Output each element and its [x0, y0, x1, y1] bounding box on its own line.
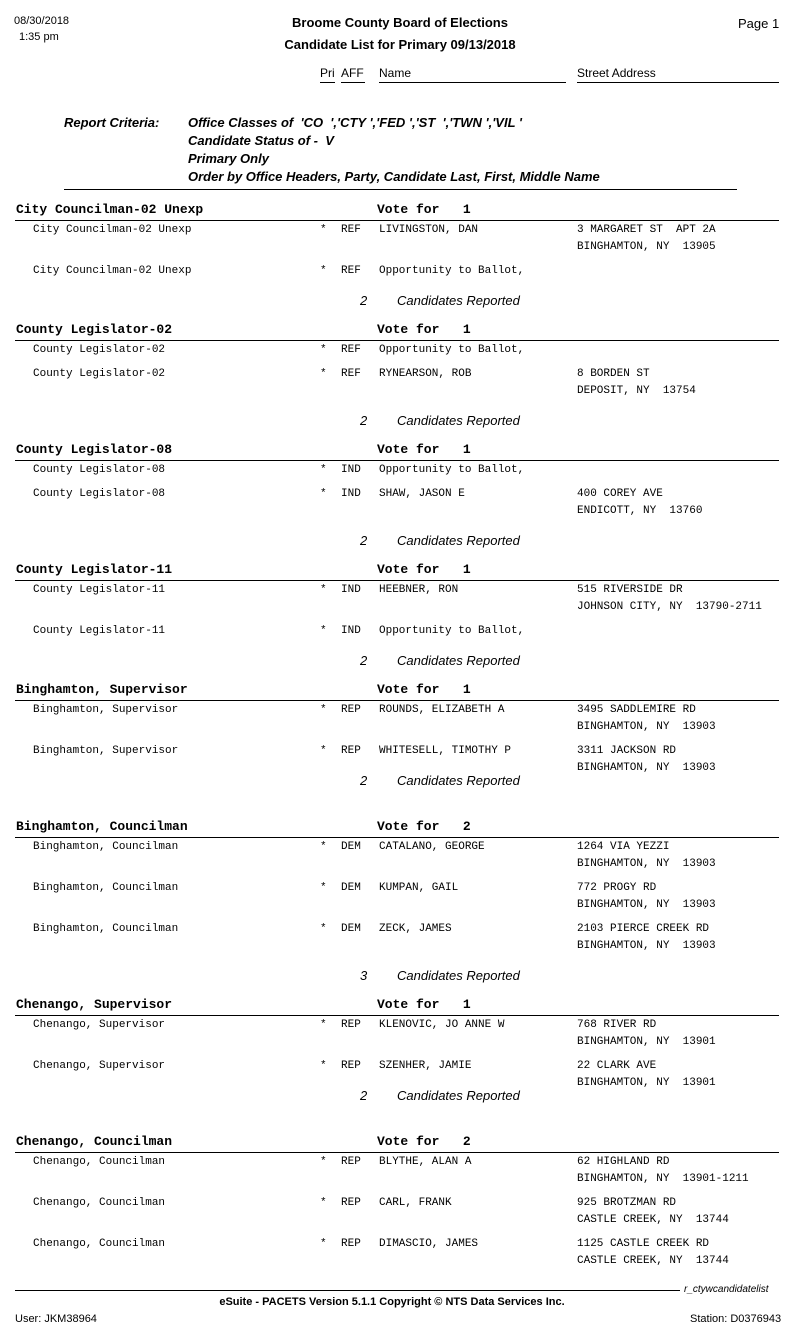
primary-marker: * [320, 923, 327, 935]
street-address: 772 PROGY RD [577, 882, 657, 894]
user-id: User: JKM38964 [15, 1313, 97, 1325]
primary-marker: * [320, 1238, 327, 1250]
section-rule [15, 837, 779, 838]
candidate-office: Chenango, Councilman [33, 1156, 166, 1168]
city-state-zip: CASTLE CREEK, NY 13744 [577, 1255, 729, 1267]
vote-for-label: Vote for 2 [377, 1134, 471, 1149]
candidates-reported-label: Candidates Reported [397, 413, 520, 428]
party-affiliation: REP [341, 1019, 361, 1031]
city-state-zip: BINGHAMTON, NY 13901 [577, 1036, 716, 1048]
footer-divider [15, 1290, 680, 1291]
party-affiliation: REF [341, 224, 361, 236]
candidate-count: 2 [360, 653, 368, 668]
primary-marker: * [320, 841, 327, 853]
vote-for-label: Vote for 1 [377, 682, 471, 697]
city-state-zip: BINGHAMTON, NY 13903 [577, 762, 716, 774]
candidates-reported-label: Candidates Reported [397, 968, 520, 983]
candidates-reported-label: Candidates Reported [397, 293, 520, 308]
page-number: Page 1 [738, 16, 780, 31]
copyright: eSuite - PACETS Version 5.1.1 Copyright © NTS Data Services Inc. [219, 1296, 565, 1308]
candidate-count: 2 [360, 533, 368, 548]
criteria-line: Order by Office Headers, Party, Candidate Last, First, Middle Name [188, 169, 600, 184]
party-affiliation: DEM [341, 923, 361, 935]
candidate-office: City Councilman-02 Unexp [33, 224, 192, 236]
column-header-aff: AFF [341, 66, 364, 80]
candidate-name: Opportunity to Ballot, [379, 265, 525, 277]
column-header-address: Street Address [577, 66, 656, 80]
primary-marker: * [320, 745, 327, 757]
candidate-name: SZENHER, JAMIE [379, 1060, 472, 1072]
report-title: Broome County Board of Elections [292, 15, 508, 30]
candidate-name: ZECK, JAMES [379, 923, 452, 935]
vote-for-label: Vote for 1 [377, 202, 471, 217]
party-affiliation: REP [341, 704, 361, 716]
primary-marker: * [320, 625, 327, 637]
primary-marker: * [320, 1197, 327, 1209]
section-rule [15, 1015, 779, 1016]
party-affiliation: DEM [341, 841, 361, 853]
candidate-office: Binghamton, Councilman [33, 841, 179, 853]
candidate-office: County Legislator-08 [33, 488, 166, 500]
candidate-name: BLYTHE, ALAN A [379, 1156, 472, 1168]
candidate-count: 2 [360, 293, 368, 308]
section-rule [15, 700, 779, 701]
candidate-count: 2 [360, 773, 368, 788]
city-state-zip: BINGHAMTON, NY 13901-1211 [577, 1173, 749, 1185]
candidate-office: Chenango, Councilman [33, 1238, 166, 1250]
candidate-count: 3 [360, 968, 368, 983]
street-address: 22 CLARK AVE [577, 1060, 657, 1072]
party-affiliation: REP [341, 1238, 361, 1250]
section-rule [15, 220, 779, 221]
office-header: Chenango, Councilman [16, 1134, 173, 1149]
candidate-office: County Legislator-02 [33, 368, 166, 380]
candidate-office: County Legislator-11 [33, 584, 166, 596]
street-address: 2103 PIERCE CREEK RD [577, 923, 710, 935]
criteria-line: Office Classes of 'CO ','CTY ','FED ','ST ','TWN ','VIL ' [188, 115, 522, 130]
city-state-zip: CASTLE CREEK, NY 13744 [577, 1214, 729, 1226]
candidate-office: City Councilman-02 Unexp [33, 265, 192, 277]
street-address: 515 RIVERSIDE DR [577, 584, 683, 596]
office-header: City Councilman-02 Unexp [16, 202, 204, 217]
candidate-name: LIVINGSTON, DAN [379, 224, 479, 236]
party-affiliation: REF [341, 265, 361, 277]
candidate-office: County Legislator-02 [33, 344, 166, 356]
street-address: 3495 SADDLEMIRE RD [577, 704, 696, 716]
party-affiliation: IND [341, 625, 361, 637]
party-affiliation: REP [341, 1156, 361, 1168]
vote-for-label: Vote for 1 [377, 322, 471, 337]
candidate-name: CARL, FRANK [379, 1197, 452, 1209]
candidate-office: Chenango, Supervisor [33, 1019, 166, 1031]
primary-marker: * [320, 224, 327, 236]
primary-marker: * [320, 1060, 327, 1072]
section-rule [15, 580, 779, 581]
candidate-name: ROUNDS, ELIZABETH A [379, 704, 505, 716]
candidate-name: WHITESELL, TIMOTHY P [379, 745, 512, 757]
candidate-name: Opportunity to Ballot, [379, 344, 525, 356]
criteria-line: Candidate Status of - V [188, 133, 334, 148]
party-affiliation: IND [341, 584, 361, 596]
report-date: 08/30/2018 [14, 15, 70, 27]
city-state-zip: BINGHAMTON, NY 13903 [577, 721, 716, 733]
city-state-zip: BINGHAMTON, NY 13905 [577, 241, 716, 253]
vote-for-label: Vote for 1 [377, 997, 471, 1012]
candidate-name: KUMPAN, GAIL [379, 882, 459, 894]
candidate-office: Chenango, Supervisor [33, 1060, 166, 1072]
candidate-office: Binghamton, Supervisor [33, 704, 179, 716]
candidate-name: DIMASCIO, JAMES [379, 1238, 479, 1250]
street-address: 1125 CASTLE CREEK RD [577, 1238, 710, 1250]
city-state-zip: BINGHAMTON, NY 13903 [577, 858, 716, 870]
candidate-name: Opportunity to Ballot, [379, 464, 525, 476]
party-affiliation: REP [341, 1060, 361, 1072]
report-id: r_ctywcandidatelist [684, 1284, 769, 1295]
criteria-label: Report Criteria: [64, 115, 160, 130]
candidate-office: Chenango, Councilman [33, 1197, 166, 1209]
office-header: County Legislator-08 [16, 442, 173, 457]
party-affiliation: REP [341, 1197, 361, 1209]
primary-marker: * [320, 464, 327, 476]
candidate-office: Binghamton, Supervisor [33, 745, 179, 757]
primary-marker: * [320, 265, 327, 277]
office-header: Binghamton, Supervisor [16, 682, 188, 697]
office-header: Chenango, Supervisor [16, 997, 173, 1012]
party-affiliation: REF [341, 344, 361, 356]
primary-marker: * [320, 882, 327, 894]
section-rule [15, 1152, 779, 1153]
city-state-zip: ENDICOTT, NY 13760 [577, 505, 703, 517]
primary-marker: * [320, 584, 327, 596]
primary-marker: * [320, 488, 327, 500]
vote-for-label: Vote for 1 [377, 442, 471, 457]
party-affiliation: DEM [341, 882, 361, 894]
office-header: County Legislator-02 [16, 322, 173, 337]
street-address: 1264 VIA YEZZI [577, 841, 670, 853]
candidate-office: Binghamton, Councilman [33, 882, 179, 894]
candidate-name: RYNEARSON, ROB [379, 368, 472, 380]
street-address: 62 HIGHLAND RD [577, 1156, 670, 1168]
vote-for-label: Vote for 2 [377, 819, 471, 834]
street-address: 400 COREY AVE [577, 488, 663, 500]
street-address: 768 RIVER RD [577, 1019, 657, 1031]
party-affiliation: REP [341, 745, 361, 757]
candidate-count: 2 [360, 1088, 368, 1103]
primary-marker: * [320, 1156, 327, 1168]
station-id: Station: D0376943 [690, 1313, 782, 1325]
party-affiliation: IND [341, 488, 361, 500]
report-time: 1:35 pm [19, 31, 59, 43]
candidate-office: Binghamton, Councilman [33, 923, 179, 935]
candidates-reported-label: Candidates Reported [397, 773, 520, 788]
primary-marker: * [320, 368, 327, 380]
candidate-office: County Legislator-11 [33, 625, 166, 637]
candidate-name: CATALANO, GEORGE [379, 841, 485, 853]
candidate-name: SHAW, JASON E [379, 488, 465, 500]
candidate-office: County Legislator-08 [33, 464, 166, 476]
city-state-zip: BINGHAMTON, NY 13903 [577, 899, 716, 911]
candidate-name: HEEBNER, RON [379, 584, 459, 596]
candidates-reported-label: Candidates Reported [397, 1088, 520, 1103]
party-affiliation: REF [341, 368, 361, 380]
city-state-zip: BINGHAMTON, NY 13903 [577, 940, 716, 952]
vote-for-label: Vote for 1 [377, 562, 471, 577]
street-address: 3311 JACKSON RD [577, 745, 677, 757]
office-header: Binghamton, Councilman [16, 819, 188, 834]
party-affiliation: IND [341, 464, 361, 476]
candidates-reported-label: Candidates Reported [397, 653, 520, 668]
criteria-line: Primary Only [188, 151, 269, 166]
street-address: 3 MARGARET ST APT 2A [577, 224, 716, 236]
primary-marker: * [320, 344, 327, 356]
office-header: County Legislator-11 [16, 562, 173, 577]
city-state-zip: DEPOSIT, NY 13754 [577, 385, 696, 397]
primary-marker: * [320, 704, 327, 716]
candidate-name: Opportunity to Ballot, [379, 625, 525, 637]
primary-marker: * [320, 1019, 327, 1031]
street-address: 925 BROTZMAN RD [577, 1197, 677, 1209]
candidate-count: 2 [360, 413, 368, 428]
column-header-pri: Pri [320, 66, 335, 80]
street-address: 8 BORDEN ST [577, 368, 650, 380]
section-rule [15, 340, 779, 341]
city-state-zip: JOHNSON CITY, NY 13790-2711 [577, 601, 762, 613]
report-subtitle: Candidate List for Primary 09/13/2018 [284, 37, 516, 52]
section-rule [15, 460, 779, 461]
city-state-zip: BINGHAMTON, NY 13901 [577, 1077, 716, 1089]
candidate-name: KLENOVIC, JO ANNE W [379, 1019, 505, 1031]
candidates-reported-label: Candidates Reported [397, 533, 520, 548]
column-header-name: Name [379, 66, 412, 80]
